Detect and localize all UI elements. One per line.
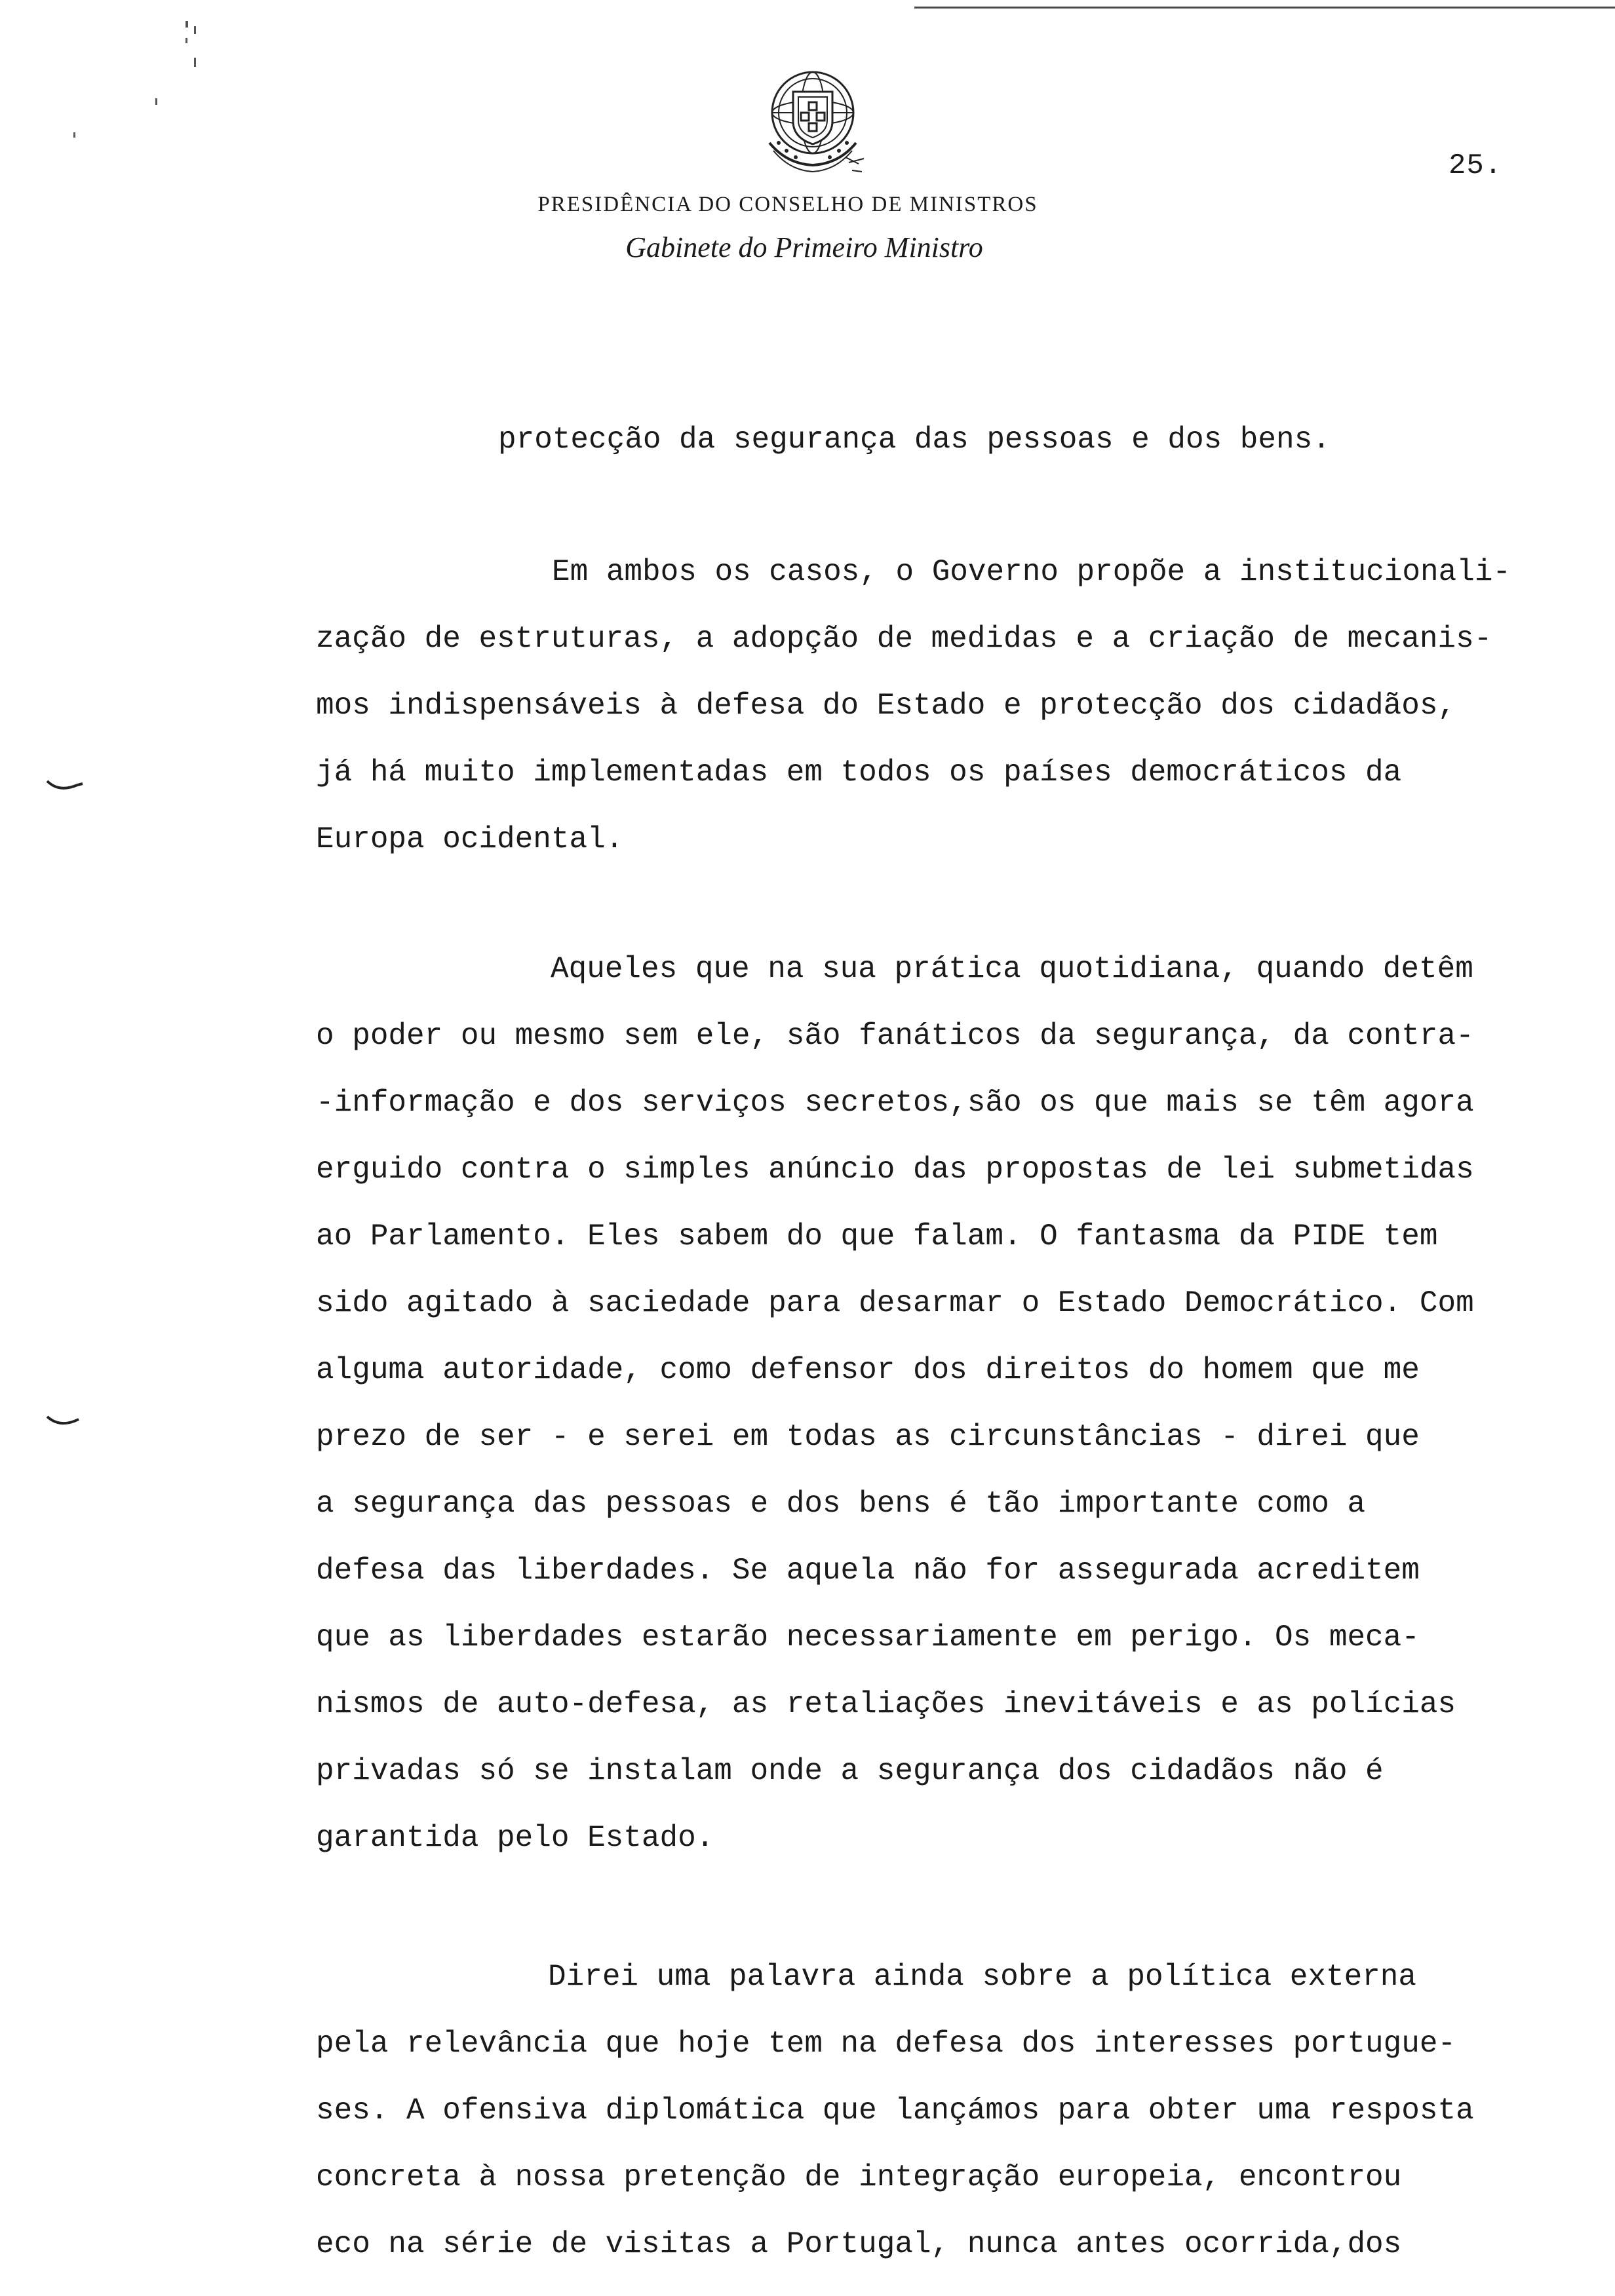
text-line: Em ambos os casos, o Governo propõe a institucionali- xyxy=(552,555,1511,589)
text-line: Direi uma palavra ainda sobre a política externa xyxy=(548,1960,1417,1994)
top-border-line xyxy=(914,7,1615,9)
text-line: defesa das liberdades. Se aquela não for assegurada acreditem xyxy=(316,1554,1420,1588)
text-line: -informação e dos serviços secretos,são os que mais se têm agora xyxy=(316,1086,1474,1120)
text-line: que as liberdades estarão necessariamente em perigo. Os meca- xyxy=(316,1620,1420,1655)
text-line: Europa ocidental. xyxy=(316,822,624,856)
text-line: privadas só se instalam onde a segurança dos cidadãos não é xyxy=(316,1754,1384,1788)
text-line: pela relevância que hoje tem na defesa dos interesses portugue- xyxy=(316,2027,1456,2061)
text-line: protecção da segurança das pessoas e dos bens. xyxy=(498,423,1331,457)
scan-speck xyxy=(155,98,157,105)
text-line: eco na série de visitas a Portugal, nunca antes ocorrida,dos xyxy=(316,2227,1402,2261)
text-line: prezo de ser - e serei em todas as circunstâncias - direi que xyxy=(316,1420,1420,1454)
text-line: mos indispensáveis à defesa do Estado e protecção dos cidadãos, xyxy=(316,689,1456,723)
margin-tick-mark xyxy=(46,1414,85,1430)
text-line: o poder ou mesmo sem ele, são fanáticos da segurança, da contra- xyxy=(316,1019,1474,1053)
text-line: erguido contra o simples anúncio das propostas de lei submetidas xyxy=(316,1153,1474,1187)
letterhead-subtitle: Gabinete do Primeiro Ministro xyxy=(625,231,983,263)
letterhead-title: PRESIDÊNCIA DO CONSELHO DE MINISTROS xyxy=(537,193,1038,216)
text-line: ses. A ofensiva diplomática que lançámos para obter uma resposta xyxy=(316,2094,1474,2128)
page-number: 25. xyxy=(1449,149,1503,182)
document-body xyxy=(316,406,1601,2278)
scan-speck xyxy=(194,58,196,67)
text-line: a segurança das pessoas e dos bens é tão importante como a xyxy=(316,1487,1366,1521)
scan-speck xyxy=(194,26,196,34)
scan-speck xyxy=(185,38,187,43)
scan-speck xyxy=(73,132,75,138)
scan-speck xyxy=(185,21,188,28)
text-line: alguma autoridade, como defensor dos direitos do homem que me xyxy=(316,1353,1420,1387)
text-line: zação de estruturas, a adopção de medidas e a criação de mecanis- xyxy=(316,622,1492,656)
text-line: ao Parlamento. Eles sabem do que falam. O fantasma da PIDE tem xyxy=(316,1219,1438,1253)
text-line: já há muito implementadas em todos os países democráticos da xyxy=(316,756,1402,790)
text-line: nismos de auto-defesa, as retaliações inevitáveis e as polícias xyxy=(316,1687,1456,1721)
text-line: sido agitado à saciedade para desarmar o Estado Democrático. Com xyxy=(316,1286,1474,1320)
coat-of-arms-seal xyxy=(754,59,872,183)
margin-tick-mark xyxy=(46,778,85,794)
text-line: Aqueles que na sua prática quotidiana, quando detêm xyxy=(551,952,1473,986)
text-line: concreta à nossa pretenção de integração europeia, encontrou xyxy=(316,2160,1402,2194)
text-line: garantida pelo Estado. xyxy=(316,1821,714,1855)
